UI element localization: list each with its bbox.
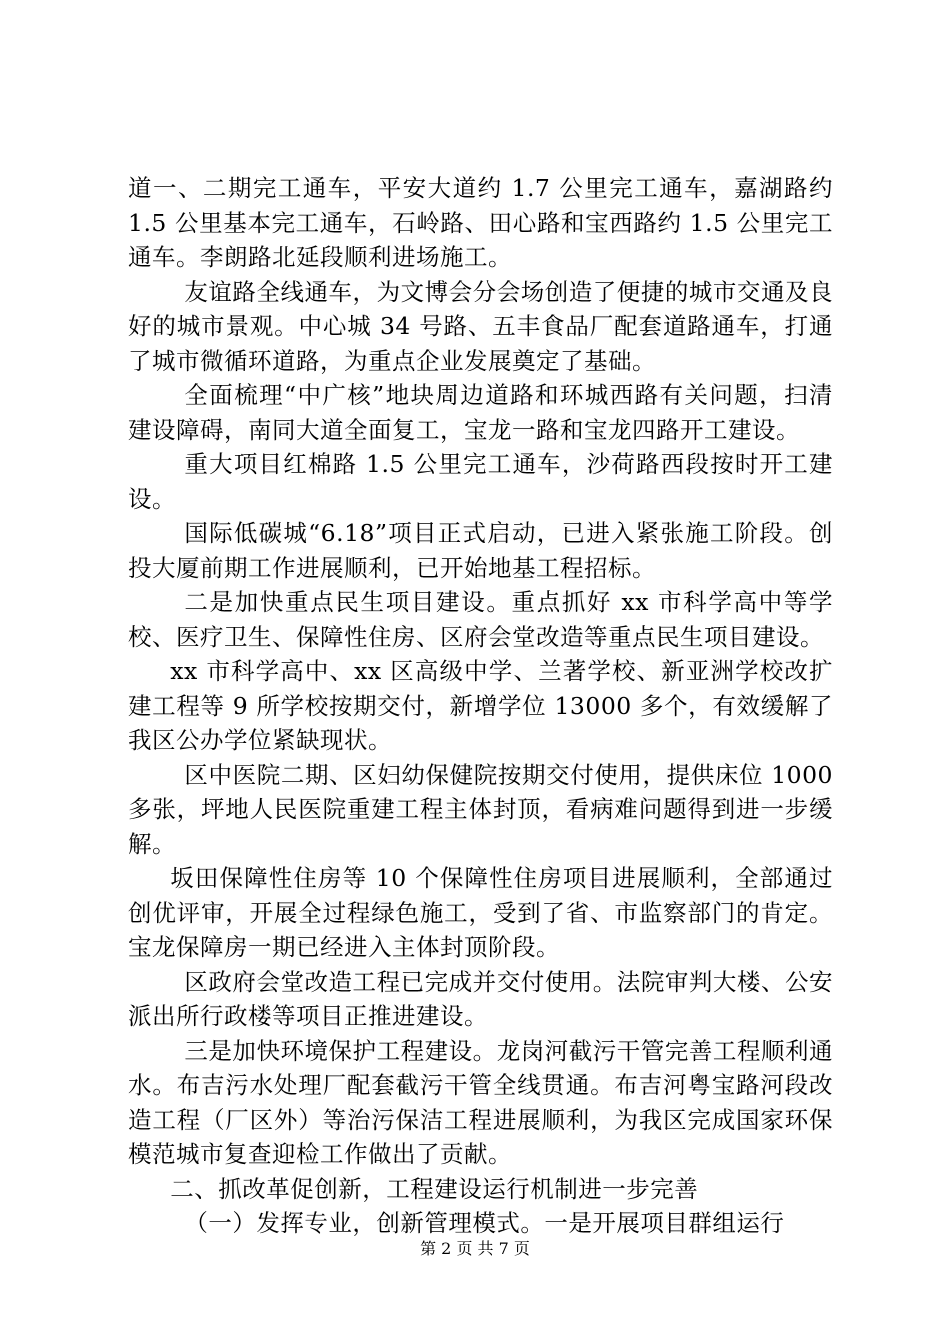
- paragraph: 重大项目红棉路 1.5 公里完工通车，沙荷路西段按时开工建设。: [128, 450, 833, 513]
- paragraph: 坂田保障性住房等 10 个保障性住房项目进展顺利，全部通过创优评审，开展全过程绿色施工，受到了省、市监察部门的肯定。宝龙保障房一期已经进入主体封顶阶段。: [128, 864, 833, 961]
- paragraph: 友谊路全线通车，为文博会分会场创造了便捷的城市交通及良好的城市景观。中心城 34 号路、五丰食品厂配套道路通车，打通了城市微循环道路，为重点企业发展奠定了基础。: [128, 277, 833, 375]
- paragraph: 二、抓改革促创新，工程建设运行机制进一步完善: [170, 1174, 699, 1203]
- document-body: [128, 171, 833, 1241]
- paragraph: 全面梳理“中广核”地块周边道路和环城西路有关问题，扫清建设障碍，南同大道全面复工，宝龙一路和宝龙四路开工建设。: [128, 381, 833, 444]
- paragraph: 三是加快环境保护工程建设。龙岗河截污干管完善工程顺利通水。布吉污水处理厂配套截污干管全线贯通。布吉河粤宝路河段改造工程（厂区外）等治污保洁工程进展顺利，为我区完成国家环保模范城市复查迎检工作做出了贡献。: [128, 1036, 833, 1168]
- paragraph: （一）发挥专业，创新管理模式。一是开展项目群组运行: [184, 1209, 785, 1237]
- paragraph: 区中医院二期、区妇幼保健院按期交付使用，提供床位 1000 多张，坪地人民医院重建工程主体封顶，看病难问题得到进一步缓解。: [128, 760, 833, 858]
- paragraph: 区政府会堂改造工程已完成并交付使用。法院审判大楼、公安派出所行政楼等项目正推进建设。: [128, 967, 833, 1030]
- page-footer: 第 2 页 共 7 页: [420, 1239, 530, 1258]
- paragraph: 二是加快重点民生项目建设。重点抓好 xx 市科学高中等学校、医疗卫生、保障性住房、区府会堂改造等重点民生项目建设。: [128, 588, 833, 651]
- paragraph: 国际低碳城“6.18”项目正式启动，已进入紧张施工阶段。创投大厦前期工作进展顺利，已开始地基工程招标。: [128, 519, 833, 582]
- paragraph: xx 市科学高中、xx 区高级中学、兰著学校、新亚洲学校改扩建工程等 9 所学校按期交付，新增学位 13000 多个，有效缓解了我区公办学位紧缺现状。: [128, 657, 833, 754]
- paragraph: 道一、二期完工通车，平安大道约 1.7 公里完工通车，嘉湖路约 1.5 公里基本完工通车，石岭路、田心路和宝西路约 1.5 公里完工通车。李朗路北延段顺利进场施工。: [128, 174, 833, 271]
